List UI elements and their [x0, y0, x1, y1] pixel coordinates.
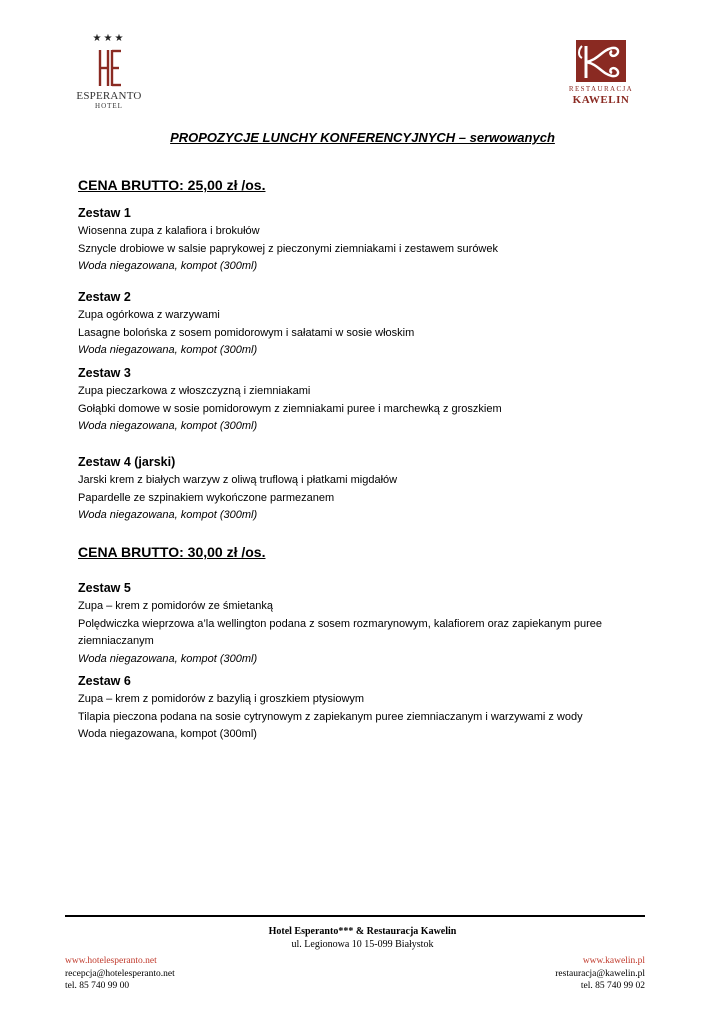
menu-set-4 — [78, 454, 638, 525]
set-main: Tilapia pieczona podana na sosie cytrynowym z zapiekanym puree ziemniaczanym i warzywami z wody — [78, 710, 583, 723]
set-heading: Zestaw 1 — [78, 206, 131, 220]
hotel-email[interactable]: recepcja@hotelesperanto.net — [65, 968, 175, 979]
kawelin-restaurant-logo — [568, 38, 634, 108]
set-main: Papardelle ze szpinakiem wykończone parmezanem — [78, 491, 335, 504]
set-soup: Wiosenna zupa z kalafiora i brokułów — [78, 225, 260, 237]
document-title: PROPOZYCJE LUNCHY KONFERENCYJNYCH – serwowanych — [170, 130, 555, 145]
set-main: Polędwiczka wieprzowa a’la wellington podana z sosem rozmarynowym, kalafiorem oraz zapiekanym puree — [78, 617, 602, 630]
menu-set-2 — [78, 289, 638, 360]
set-main-cont: ziemniaczanym — [78, 635, 154, 647]
set-drink: Woda niegazowana, kompot (300ml) — [78, 420, 258, 432]
hotel-name: ESPERANTO — [76, 90, 142, 102]
menu-set-6 — [78, 673, 638, 744]
k-monogram-icon — [572, 38, 630, 84]
menu-set-5 — [78, 580, 638, 668]
footer-restaurant-contact — [555, 955, 645, 993]
set-soup: Zupa ogórkowa z warzywami — [78, 309, 220, 321]
hotel-phone: tel. 85 740 99 00 — [65, 981, 130, 991]
restaurant-website-link[interactable]: www.kawelin.pl — [582, 956, 645, 966]
footer-address: ul. Legionowa 10 15-099 Białystok — [291, 939, 434, 950]
menu-set-3 — [78, 365, 638, 436]
hotel-sub: HOTEL — [95, 102, 123, 110]
set-drink: Woda niegazowana, kompot (300ml) — [78, 728, 257, 740]
he-monogram-icon — [94, 48, 124, 88]
set-soup: Zupa pieczarkowa z włoszczyzną i ziemniakami — [78, 385, 311, 397]
restaurant-phone: tel. 85 740 99 02 — [580, 981, 645, 991]
set-main: Sznycle drobiowe w salsie paprykowej z pieczonymi ziemniakami i zestawem surówek — [78, 242, 498, 255]
set-soup: Jarski krem z białych warzyw z oliwą truflową i płatkami migdałów — [78, 474, 398, 486]
set-drink: Woda niegazowana, kompot (300ml) — [78, 652, 258, 665]
set-drink: Woda niegazowana, kompot (300ml) — [78, 260, 258, 272]
set-heading: Zestaw 2 — [78, 290, 131, 304]
footer-divider — [65, 915, 645, 917]
set-heading: Zestaw 5 — [78, 581, 131, 595]
footer-title: Hotel Esperanto*** & Restauracja Kawelin — [268, 926, 457, 937]
set-heading: Zestaw 6 — [78, 674, 131, 688]
set-main: Gołąbki domowe w sosie pomidorowym z ziemniakami puree i marchewką z groszkiem — [78, 402, 502, 415]
price-heading-2: CENA BRUTTO: 30,00 zł /os. — [78, 544, 266, 560]
set-soup: Zupa – krem z pomidorów z bazylią i groszkiem ptysiowym — [78, 693, 365, 705]
restaurant-email[interactable]: restauracja@kawelin.pl — [555, 968, 645, 979]
price-heading-1: CENA BRUTTO: 25,00 zł /os. — [78, 177, 266, 193]
footer-center — [0, 925, 725, 951]
set-main: Lasagne bolońska z sosem pomidorowym i sałatami w sosie włoskim — [78, 326, 415, 339]
set-heading: Zestaw 4 (jarski) — [78, 455, 176, 469]
set-drink: Woda niegazowana, kompot (300ml) — [78, 344, 258, 356]
hotel-website-link[interactable]: www.hotelesperanto.net — [65, 956, 157, 966]
set-soup: Zupa – krem z pomidorów ze śmietanką — [78, 600, 274, 612]
restaurant-name: KAWELIN — [572, 94, 630, 106]
set-drink: Woda niegazowana, kompot (300ml) — [78, 509, 258, 521]
esperanto-hotel-logo — [72, 34, 146, 114]
footer-hotel-contact — [65, 955, 175, 993]
set-heading: Zestaw 3 — [78, 366, 131, 380]
restaurant-label: RESTAURACJA — [568, 85, 634, 93]
hotel-stars: ★★★ — [92, 33, 126, 44]
menu-set-1 — [78, 205, 638, 276]
